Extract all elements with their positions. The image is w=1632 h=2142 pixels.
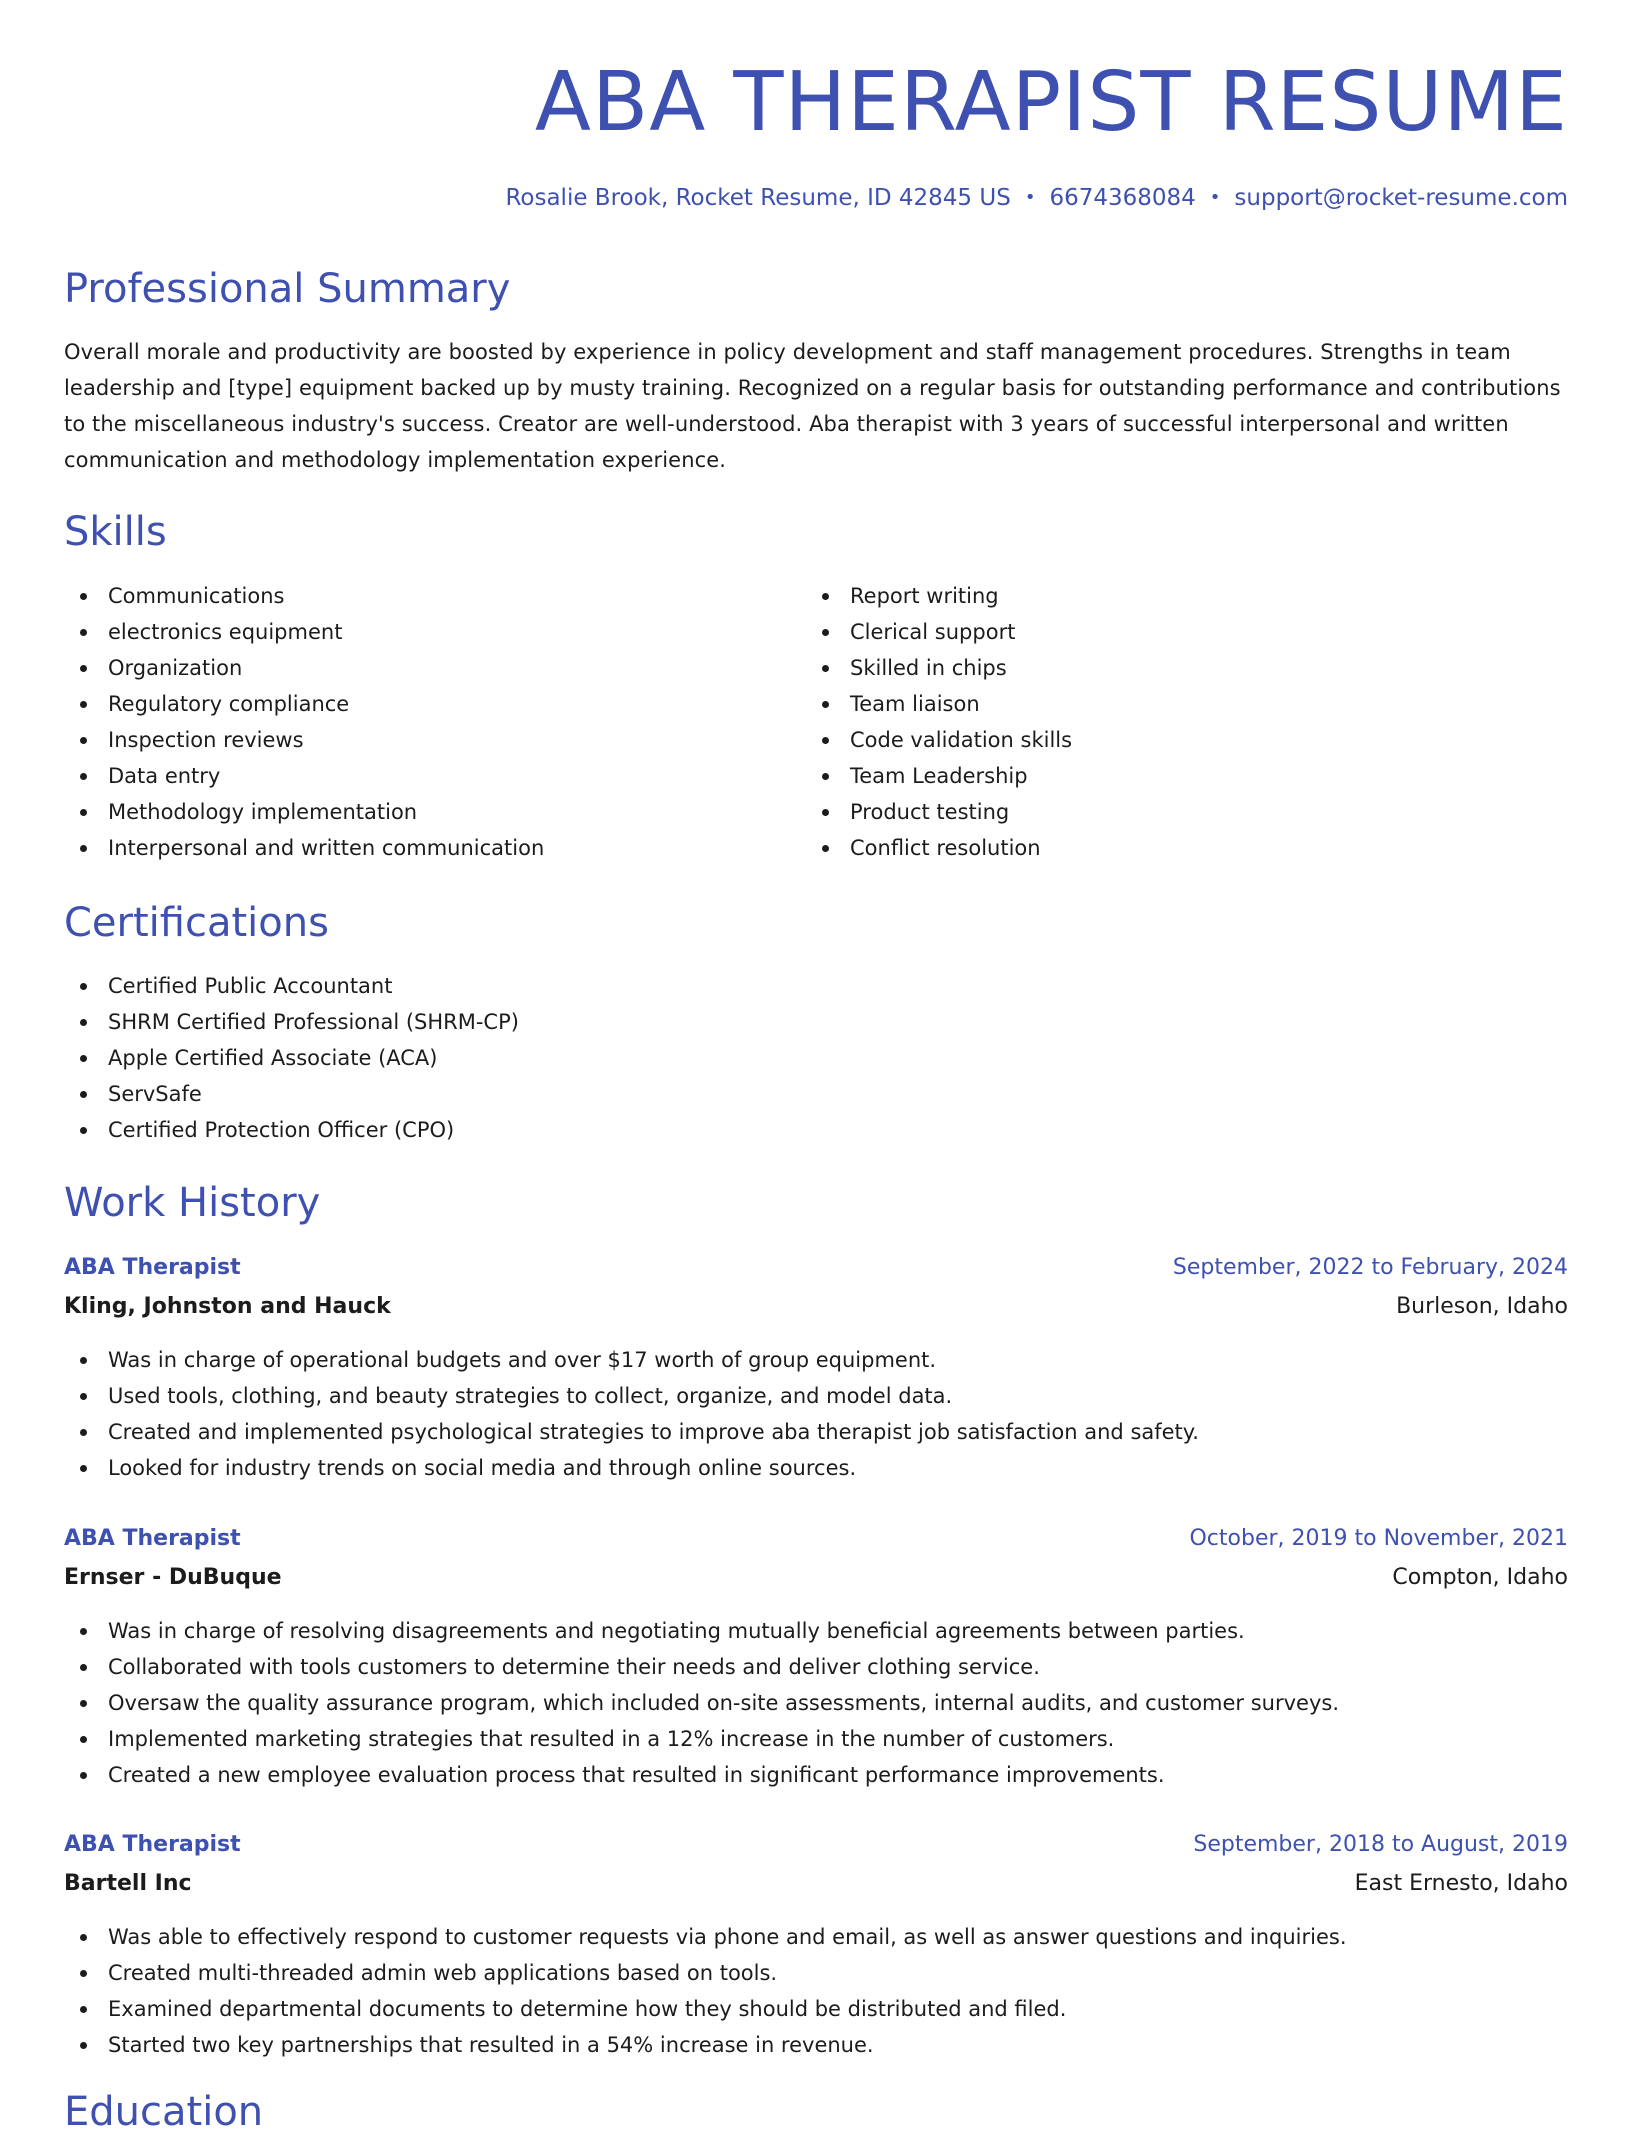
skill-item: Code validation skills: [806, 722, 1072, 758]
skill-item: Data entry: [64, 758, 544, 794]
contact-email[interactable]: support@rocket-resume.com: [1234, 185, 1568, 211]
skill-item: Methodology implementation: [64, 794, 544, 830]
skill-item: Regulatory compliance: [64, 686, 544, 722]
skill-item: Interpersonal and written communication: [64, 830, 544, 866]
certification-item: SHRM Certified Professional (SHRM-CP): [64, 1004, 519, 1040]
job-bullet: Collaborated with tools customers to determine their needs and deliver clothing service.: [64, 1649, 1339, 1685]
summary-heading: Professional Summary: [64, 266, 511, 312]
job-location: Burleson, Idaho: [1396, 1294, 1568, 1319]
job-bullet: Oversaw the quality assurance program, which included on-site assessments, internal audits, and customer surveys.: [64, 1685, 1339, 1721]
certification-item: Apple Certified Associate (ACA): [64, 1040, 519, 1076]
job-bullets: [64, 1613, 1339, 1793]
skill-item: Inspection reviews: [64, 722, 544, 758]
job-title: ABA Therapist: [64, 1526, 241, 1551]
job-bullet: Implemented marketing strategies that resulted in a 12% increase in the number of customers.: [64, 1721, 1339, 1757]
job-title: ABA Therapist: [64, 1832, 241, 1857]
job-company: Ernser - DuBuque: [64, 1565, 282, 1590]
certification-item: Certified Protection Officer (CPO): [64, 1112, 519, 1148]
skill-item: electronics equipment: [64, 614, 544, 650]
contact-address: Rosalie Brook, Rocket Resume, ID 42845 US: [505, 185, 1011, 211]
job-location: Compton, Idaho: [1392, 1565, 1568, 1590]
skills-list-left: [64, 578, 544, 866]
job-bullet: Was in charge of resolving disagreements and negotiating mutually beneficial agreements between parties.: [64, 1613, 1339, 1649]
job-bullet: Examined departmental documents to determine how they should be distributed and filed.: [64, 1991, 1347, 2027]
skill-item: Conflict resolution: [806, 830, 1072, 866]
summary-text: Overall morale and productivity are boosted by experience in policy development and staff management procedures. Strengths in team leadership and [type] equipment backed up by musty training. Recognized on a regular basis for outstanding performance and contributions to the miscellaneous industry's success. Creator are well-understood. Aba therapist with 3 years of successful interpersonal and written communication and methodology implementation experience.: [64, 340, 1561, 472]
certifications-list: [64, 968, 519, 1148]
work-history-heading: Work History: [64, 1180, 321, 1226]
job-company: Kling, Johnston and Hauck: [64, 1294, 391, 1319]
job-title: ABA Therapist: [64, 1255, 241, 1280]
contact-info: [505, 178, 1568, 218]
job-bullet: Was in charge of operational budgets and over $17 worth of group equipment.: [64, 1342, 1199, 1378]
job-bullet: Was able to effectively respond to customer requests via phone and email, as well as answer questions and inquiries.: [64, 1919, 1347, 1955]
skill-item: Product testing: [806, 794, 1072, 830]
certification-item: ServSafe: [64, 1076, 519, 1112]
job-dates: September, 2018 to August, 2019: [1193, 1832, 1568, 1857]
job-dates: October, 2019 to November, 2021: [1189, 1526, 1568, 1551]
job-bullet: Started two key partnerships that resulted in a 54% increase in revenue.: [64, 2027, 1347, 2063]
job-bullet: Created and implemented psychological strategies to improve aba therapist job satisfaction and safety.: [64, 1414, 1199, 1450]
job-bullets: [64, 1342, 1199, 1486]
job-dates: September, 2022 to February, 2024: [1172, 1255, 1568, 1280]
skill-item: Clerical support: [806, 614, 1072, 650]
skill-item: Skilled in chips: [806, 650, 1072, 686]
skills-list-right: [806, 578, 1072, 866]
skill-item: Report writing: [806, 578, 1072, 614]
job-company: Bartell Inc: [64, 1871, 192, 1896]
job-bullet: Used tools, clothing, and beauty strategies to collect, organize, and model data.: [64, 1378, 1199, 1414]
job-bullet: Created a new employee evaluation process that resulted in significant performance improvements.: [64, 1757, 1339, 1793]
skill-item: Organization: [64, 650, 544, 686]
job-bullet: Created multi-threaded admin web applications based on tools.: [64, 1955, 1347, 1991]
resume-title: ABA THERAPIST RESUME: [534, 55, 1568, 150]
skill-item: Communications: [64, 578, 544, 614]
skill-item: Team Leadership: [806, 758, 1072, 794]
certification-item: Certified Public Accountant: [64, 968, 519, 1004]
contact-phone: 6674368084: [1049, 185, 1196, 211]
contact-separator: •: [1024, 187, 1036, 208]
resume-page: [64, 0, 1568, 2135]
job-bullets: [64, 1919, 1347, 2063]
contact-separator: •: [1209, 187, 1221, 208]
skills-heading: Skills: [64, 509, 167, 555]
job-bullet: Looked for industry trends on social media and through online sources.: [64, 1450, 1199, 1486]
certifications-heading: Certifications: [64, 900, 329, 946]
education-heading: Education: [64, 2089, 264, 2135]
skill-item: Team liaison: [806, 686, 1072, 722]
job-location: East Ernesto, Idaho: [1354, 1871, 1568, 1896]
